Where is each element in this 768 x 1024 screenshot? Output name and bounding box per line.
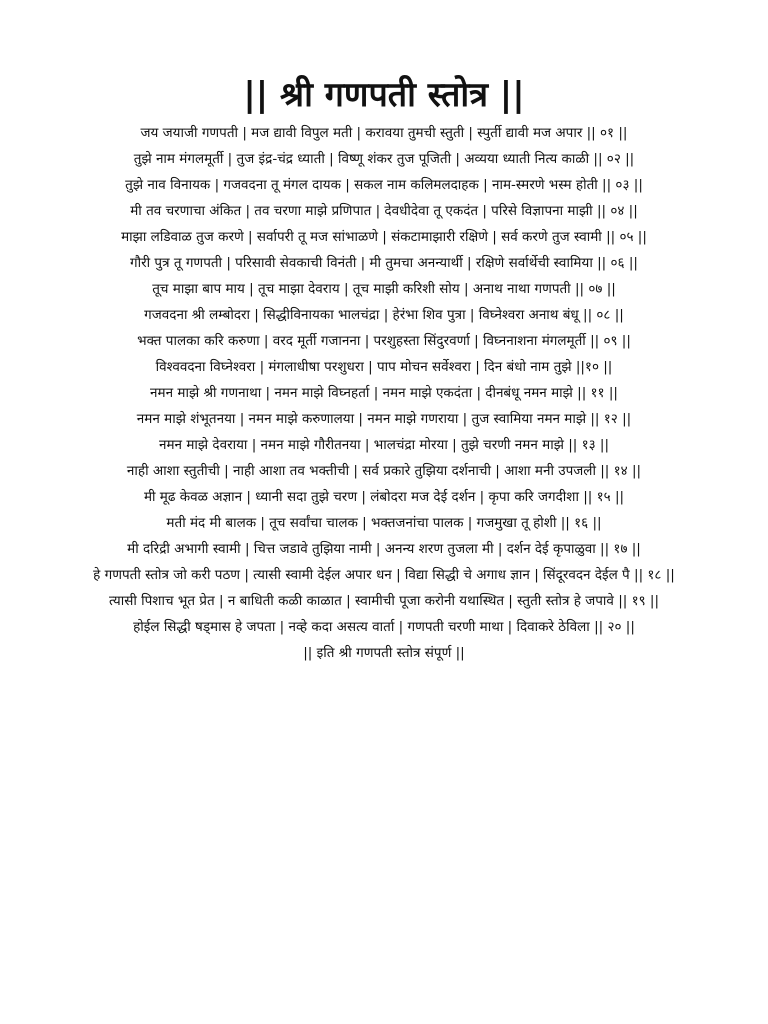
verse-line: नमन माझे शंभूतनया | नमन माझे करुणालया | नमन माझे गणराया | तुज स्वामिया नमन माझे || १२ ||: [136, 411, 632, 427]
verse-line: होईल सिद्धी षड्मास हे जपता | नव्हे कदा असत्य वार्ता | गणपती चरणी माथा | दिवाकरे ठेविला || २० ||: [133, 619, 635, 635]
verse-list: [64, 122, 704, 668]
verse-line: गजवदना श्री लम्बोदरा | सिद्धीविनायका भालचंद्रा | हेरंभा शिव पुत्रा | विघ्नेश्वरा अनाथ बंधू || ०८ ||: [144, 307, 624, 323]
verse-line: त्यासी पिशाच भूत प्रेत | न बाधिती कळी काळात | स्वामीची पूजा करोनी यथास्थित | स्तुती स्तोत्र हे जपावे || १९ ||: [108, 593, 660, 609]
verse-line: भक्त पालका करि करुणा | वरद मूर्ती गजानना | परशुहस्ता सिंदुरवर्णा | विघ्ननाशना मंगलमूर्ती || ०९ ||: [137, 333, 631, 349]
closing-line: || इति श्री गणपती स्तोत्र संपूर्ण ||: [303, 645, 465, 661]
verse-line: मती मंद मी बालक | तूच सर्वांचा चालक | भक्तजनांचा पालक | गजमुखा तू होशी || १६ ||: [166, 515, 602, 531]
page-title: || श्री गणपती स्तोत्र ||: [243, 75, 525, 115]
verse-line: मी दरिद्री अभागी स्वामी | चित्त जडावे तुझिया नामी | अनन्य शरण तुजला मी | दर्शन देई कृपाळुवा || १७ ||: [127, 541, 641, 557]
verse-line: तुझे नाव विनायक | गजवदना तू मंगल दायक | सकल नाम कलिमलदाहक | नाम-स्मरणे भस्म होती || ०३ ||: [125, 177, 643, 193]
verse-line: नाही आशा स्तुतीची | नाही आशा तव भक्तीची | सर्व प्रकारे तुझिया दर्शनाची | आशा मनी उपजली || १४ ||: [126, 463, 642, 479]
verse-line: हे गणपती स्तोत्र जो करी पठण | त्यासी स्वामी देईल अपार धन | विद्या सिद्धी चे अगाध ज्ञान | सिंदूरवदन देईल पै || १८ ||: [93, 567, 675, 583]
verse-line: जय जयाजी गणपती | मज द्यावी विपुल मती | करावया तुमची स्तुती | स्पुर्ती द्यावी मज अपार || ०१ ||: [140, 125, 628, 141]
verse-line: गौरी पुत्र तू गणपती | परिसावी सेवकाची विनंती | मी तुमचा अनन्यार्थी | रक्षिणे सर्वार्थेची स्वामिया || ०६ ||: [130, 255, 638, 271]
verse-line: माझा लडिवाळ तुज करणे | सर्वापरी तू मज सांभाळणे | संकटामाझारी रक्षिणे | सर्व करणे तुज स्वामी || ०५ ||: [121, 229, 647, 245]
verse-line: मी मूढ केवळ अज्ञान | ध्यानी सदा तुझे चरण | लंबोदरा मज देई दर्शन | कृपा करि जगदीशा || १५ ||: [143, 489, 625, 505]
verse-line: नमन माझे श्री गणनाथा | नमन माझे विघ्नहर्ता | नमन माझे एकदंता | दीनबंधू नमन माझे || ११ ||: [150, 385, 618, 401]
verse-line: नमन माझे देवराया | नमन माझे गौरीतनया | भालचंद्रा मोरया | तुझे चरणी नमन माझे || १३ ||: [158, 437, 610, 453]
verse-line: तूच माझा बाप माय | तूच माझा देवराय | तूच माझी करिशी सोय | अनाथ नाथा गणपती || ०७ ||: [152, 281, 616, 297]
verse-line: तुझे नाम मंगलमूर्ती | तुज इंद्र-चंद्र ध्याती | विष्णू शंकर तुज पूजिती | अव्यया ध्याती नित्य काळी || ०२ ||: [133, 151, 635, 167]
verse-line: मी तव चरणाचा अंकित | तव चरणा माझे प्रणिपात | देवधीदेवा तू एकदंत | परिसे विज्ञापना माझी || ०४ ||: [130, 203, 638, 219]
verse-line: विश्ववदना विघ्नेश्वरा | मंगलाधीषा परशुधरा | पाप मोचन सर्वेश्वरा | दिन बंधो नाम तुझे ||१० ||: [155, 359, 613, 375]
